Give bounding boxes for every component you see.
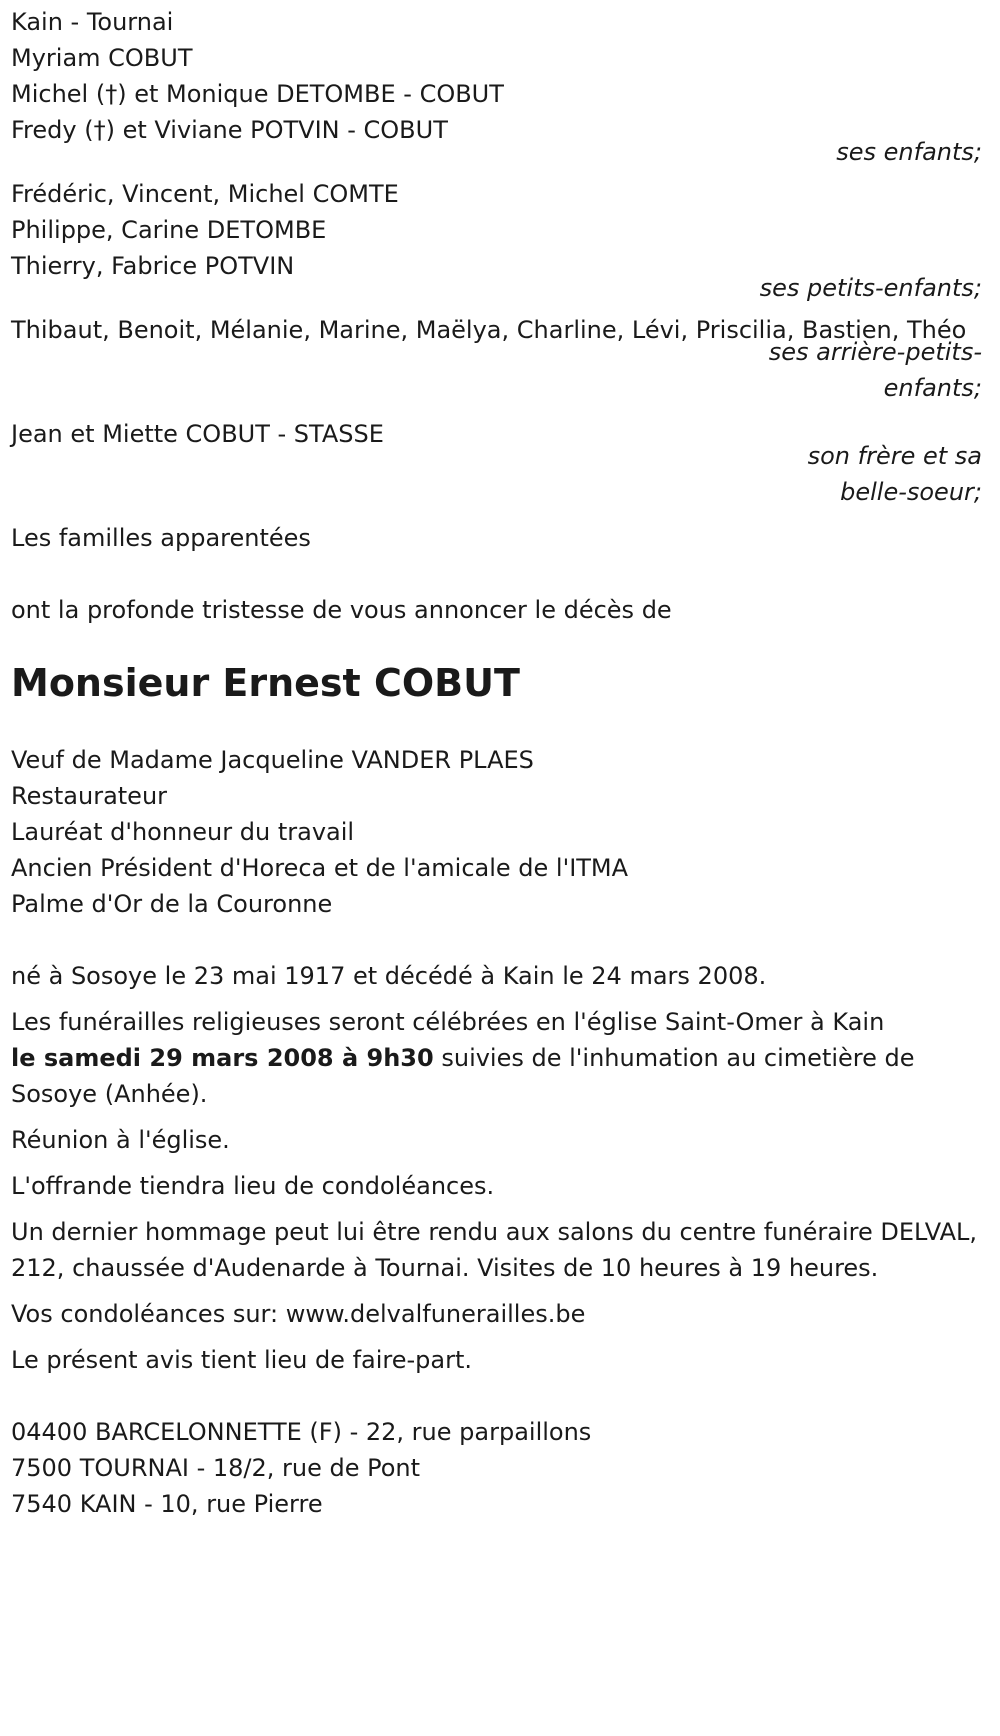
addresses-block — [11, 1414, 985, 1522]
title-line: Lauréat d'honneur du travail — [11, 818, 355, 846]
family-line: Philippe, Carine DETOMBE — [11, 216, 327, 244]
family-line: Thierry, Fabrice POTVIN — [11, 252, 295, 280]
address-line: 7540 KAIN - 10, rue Pierre — [11, 1490, 323, 1518]
related-families: Les familles apparentées — [11, 524, 311, 552]
funeral-date: le samedi 29 mars 2008 à 9h30 — [11, 1044, 434, 1072]
family-line: Myriam COBUT — [11, 44, 193, 72]
birth-death-text: né à Sosoye le 23 mai 1917 et décédé à Kain le 24 mars 2008. — [11, 962, 767, 990]
family-line: Kain - Tournai — [11, 8, 174, 36]
family-line: Jean et Miette COBUT - STASSE — [11, 420, 384, 448]
siblings-block — [11, 416, 985, 510]
relation-label: enfants; — [883, 374, 982, 402]
address-line: 7500 TOURNAI - 18/2, rue de Pont — [11, 1454, 421, 1482]
relation-label: ses enfants; — [836, 138, 982, 166]
title-line: Veuf de Madame Jacqueline VANDER PLAES — [11, 746, 534, 774]
title-line: Palme d'Or de la Couronne — [11, 890, 333, 918]
relation-label: son frère et sa — [807, 442, 982, 470]
relation-label: ses arrière-petits- — [768, 338, 982, 366]
relation-label: ses petits-enfants; — [759, 274, 982, 302]
funeral-intro: Les funérailles religieuses seront célébrées en l'église Saint-Omer à Kain — [11, 1008, 885, 1036]
relation-label: belle-soeur; — [840, 478, 982, 506]
meeting-text: Réunion à l'église. — [11, 1126, 230, 1154]
titles-block — [11, 742, 985, 922]
family-line: Frédéric, Vincent, Michel COMTE — [11, 180, 399, 208]
great-grandchildren-block — [11, 312, 985, 406]
family-line: Thibaut, Benoit, Mélanie, Marine, Maëlya, Charline, Lévi, Priscilia, Bastien, Théo — [11, 316, 967, 344]
address-line: 04400 BARCELONNETTE (F) - 22, rue parpaillons — [11, 1418, 592, 1446]
family-line: Michel (†) et Monique DETOMBE - COBUT — [11, 80, 504, 108]
family-line: Fredy (†) et Viviane POTVIN - COBUT — [11, 116, 448, 144]
offering-text: L'offrande tiendra lieu de condoléances. — [11, 1172, 495, 1200]
title-line: Ancien Président d'Horeca et de l'amicale de l'ITMA — [11, 854, 629, 882]
visits-text: Un dernier hommage peut lui être rendu aux salons du centre funéraire DELVAL, 212, chaussée d'Audenarde à Tournai. Visites de 10 heures à 19 heures. — [11, 1218, 978, 1282]
funeral-text — [11, 1004, 985, 1112]
condolences-text: Vos condoléances sur: www.delvalfunerailles.be — [11, 1300, 586, 1328]
grandchildren-block — [11, 176, 985, 306]
title-line: Restaurateur — [11, 782, 168, 810]
notice-text: Le présent avis tient lieu de faire-part. — [11, 1346, 473, 1374]
children-block — [11, 0, 985, 170]
announcement-text: ont la profonde tristesse de vous annoncer le décès de — [11, 596, 672, 624]
funeral-rest: suivies de l'inhumation au cimetière de Sosoye (Anhée). — [11, 1044, 915, 1108]
deceased-name: Monsieur Ernest COBUT — [11, 661, 520, 705]
